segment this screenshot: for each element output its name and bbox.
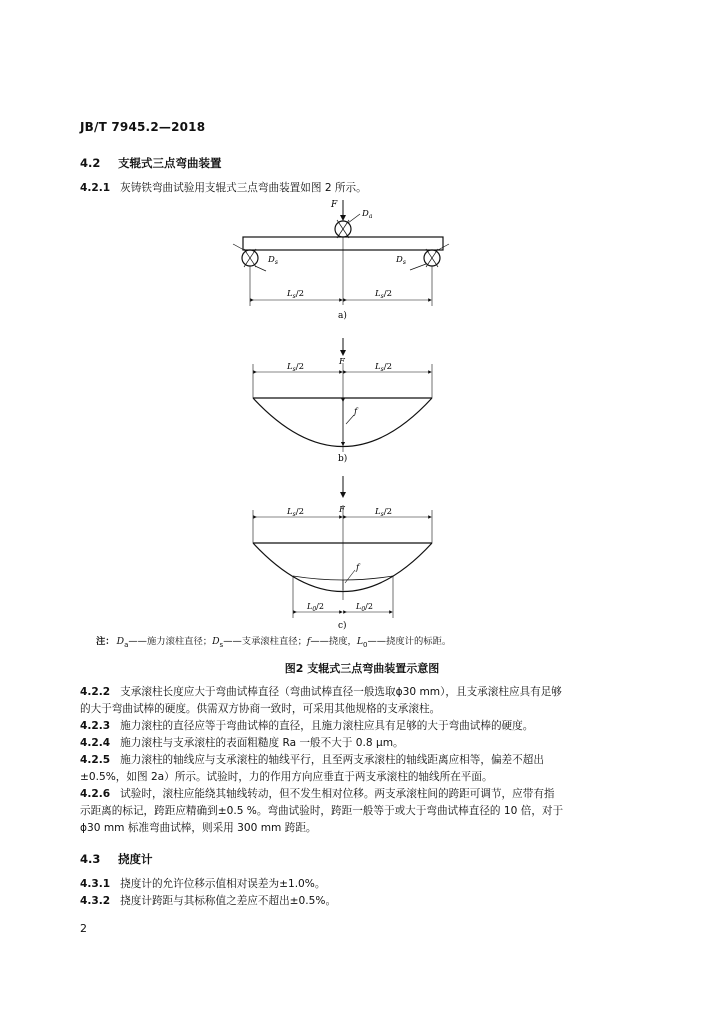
note-description: ——施力滚柱直径； — [128, 636, 213, 647]
note-description: ——挠度， — [310, 636, 357, 647]
clause-text: 施力滚柱与支承滚柱的表面粗糙度 Ra 一般不大于 0.8 μm。 — [120, 737, 404, 749]
subfigure-b — [253, 338, 432, 464]
section-title: 支辊式三点弯曲装置 — [118, 156, 222, 170]
section-title: 挠度计 — [118, 852, 153, 866]
clause-4-2-5 — [80, 752, 646, 786]
clause-text: 试验时，滚柱应能绕其轴线转动，但不发生相对位移。两支承滚柱间的跨距可调节，应带有指 — [120, 788, 555, 800]
gauge-half-label-left: $L_0/2$ — [307, 602, 324, 613]
section-number: 4.3 — [80, 852, 101, 866]
span-half-label-left: $L_s/2$ — [287, 362, 305, 373]
document-id: JB/T 7945.2—2018 — [80, 120, 206, 134]
bending-device-diagram — [0, 190, 724, 630]
note-symbol: f — [306, 636, 311, 647]
clause-number: 4.3.2 — [80, 895, 111, 907]
clause-text: 施力滚柱的直径应等于弯曲试棒的直径，且施力滚柱应具有足够的大于弯曲试棒的硬度。 — [120, 720, 534, 732]
clause-text: ϕ30 mm 标准弯曲试棒，则采用 300 mm 跨距。 — [80, 822, 317, 834]
clauses-4-2 — [80, 684, 650, 837]
clause-number: 4.3.1 — [80, 878, 111, 890]
clause-4-3-1 — [80, 876, 646, 893]
subfigure-label-b: b) — [338, 454, 348, 464]
clause-line — [80, 735, 646, 752]
clause-text: 施力滚柱的轴线应与支承滚柱的轴线平行，且至两支承滚柱的轴线距离应相等，偏差不超出 — [120, 754, 544, 766]
deflection-curve — [253, 543, 432, 592]
clause-4-2-4 — [80, 735, 646, 752]
subfigure-c — [253, 476, 432, 630]
note-items — [117, 636, 452, 647]
note-subscript: 0 — [363, 640, 368, 649]
page-number: 2 — [80, 922, 87, 935]
note-symbol: D — [212, 636, 220, 647]
clause-line — [80, 820, 646, 837]
section-number: 4.2 — [80, 156, 101, 170]
deflection-label: f — [354, 407, 358, 417]
span-half-label-left: $L_s/2$ — [287, 507, 305, 518]
clause-4-2-3 — [80, 718, 646, 735]
note-symbol: L — [356, 636, 364, 647]
note-description: ——挠度计的标距。 — [367, 636, 452, 647]
subfigure-a — [233, 200, 449, 321]
clause-number: 4.2.1 — [80, 182, 111, 194]
clause-line — [80, 786, 646, 803]
span-half-label-right: $L_s/2$ — [375, 362, 393, 373]
clause-4-2-6 — [80, 786, 646, 837]
gauge-half-label-right: $L_0/2$ — [356, 602, 373, 613]
note-description: ——支承滚柱直径； — [223, 636, 307, 647]
note-subscript: s — [219, 640, 224, 649]
span-half-label-right: $L_s/2$ — [375, 507, 393, 518]
clause-line — [80, 803, 646, 820]
deflection-label: f — [356, 563, 360, 573]
figure-note — [96, 633, 451, 649]
clause-text: ±0.5%，如图 2a）所示。试验时，力的作用方向应垂直于两支承滚柱的轴线所在平面。 — [80, 771, 493, 783]
loading-roller-diameter-label: $D_a$ — [362, 209, 373, 220]
note-symbol: D — [116, 636, 125, 647]
clause-line — [80, 718, 646, 735]
clause-number: 4.2.3 — [80, 720, 111, 732]
clause-number: 4.2.5 — [80, 754, 111, 766]
subfigure-label-a: a) — [338, 311, 347, 321]
force-label: F — [339, 505, 345, 515]
clause-number: 4.2.6 — [80, 788, 111, 800]
clause-line — [80, 684, 646, 701]
span-half-label-right: $L_s/2$ — [375, 289, 393, 300]
span-half-label-left: $L_s/2$ — [287, 289, 305, 300]
clause-text: 示距离的标记，跨距应精确到±0.5 %。弯曲试验时，跨距一般等于或大于弯曲试棒直径的 10 倍，对于 — [80, 805, 564, 817]
clause-text: 的大于弯曲试棒的硬度。供需双方协商一致时，可采用其他规格的支承滚柱。 — [80, 703, 441, 715]
clause-text: 灰铸铁弯曲试验用支辊式三点弯曲装置如图 2 所示。 — [120, 182, 367, 194]
clause-number: 4.2.4 — [80, 737, 111, 749]
note-prefix: 注： — [96, 636, 115, 647]
force-label: F — [339, 357, 345, 367]
section-4-3-heading — [80, 851, 153, 867]
clause-line — [80, 701, 646, 718]
deflection-curve — [253, 398, 432, 447]
support-roller-diameter-label-right: $D_s$ — [396, 255, 406, 266]
clause-line — [80, 769, 646, 786]
force-label: F — [331, 200, 338, 210]
support-roller-diameter-label-left: $D_s$ — [268, 255, 278, 266]
note-subscript: a — [124, 640, 129, 649]
clause-4-3-2 — [80, 893, 646, 910]
figure-caption: 图2 支辊式三点弯曲装置示意图 — [284, 662, 440, 675]
clause-number: 4.2.2 — [80, 686, 111, 698]
clause-line — [80, 752, 646, 769]
section-4-2-heading — [80, 155, 222, 171]
subfigure-label-c: c) — [338, 621, 347, 630]
clause-text: 挠度计的允许位移示值相对误差为±1.0%。 — [120, 878, 326, 890]
clause-text: 挠度计跨距与其标称值之差应不超出±0.5%。 — [120, 895, 337, 907]
clause-4-2-2 — [80, 684, 646, 718]
clause-text: 支承滚柱长度应大于弯曲试棒直径（弯曲试棒直径一般选取ϕ30 mm），且支承滚柱应具有足够 — [120, 686, 562, 698]
